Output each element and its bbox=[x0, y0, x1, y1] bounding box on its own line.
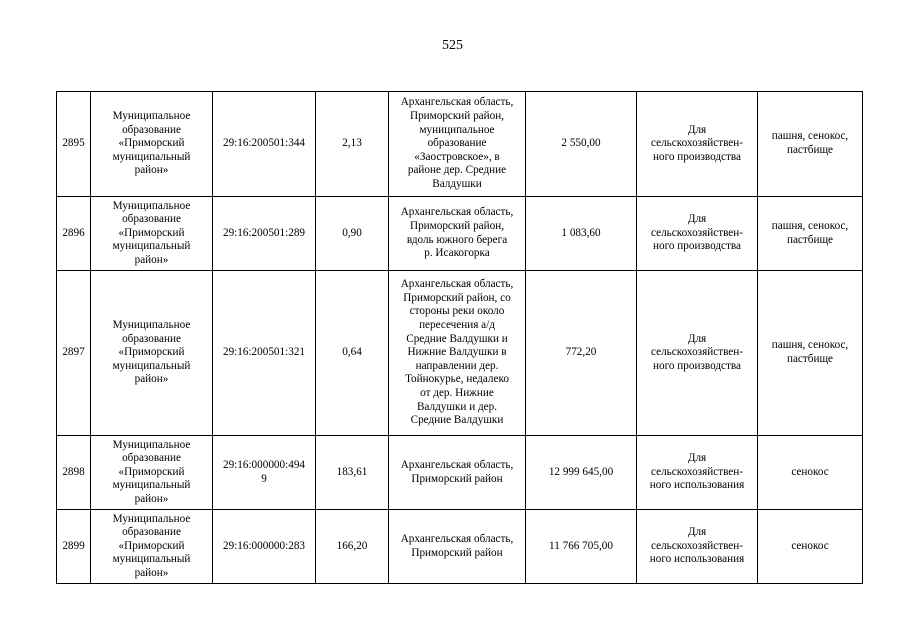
land-use-cell: пашня, сенокос, пастбище bbox=[758, 92, 863, 197]
row-number-cell: 2895 bbox=[57, 92, 91, 197]
area-cell: 166,20 bbox=[316, 510, 389, 584]
cadastral-number-cell: 29:16:000000:494 9 bbox=[213, 436, 316, 510]
row-number-cell: 2899 bbox=[57, 510, 91, 584]
land-use-cell: сенокос bbox=[758, 510, 863, 584]
owner-cell: Муниципальное образование «Приморский муниципальный район» bbox=[91, 92, 213, 197]
table-row bbox=[57, 271, 863, 436]
table-row bbox=[57, 510, 863, 584]
land-use-cell: пашня, сенокос, пастбище bbox=[758, 271, 863, 436]
owner-cell: Муниципальное образование «Приморский муниципальный район» bbox=[91, 197, 213, 271]
cadastral-number-cell: 29:16:000000:283 bbox=[213, 510, 316, 584]
location-cell: Архангельская область, Приморский район bbox=[389, 436, 526, 510]
row-number-cell: 2896 bbox=[57, 197, 91, 271]
area-cell: 183,61 bbox=[316, 436, 389, 510]
table-row bbox=[57, 436, 863, 510]
land-plots-table bbox=[56, 91, 863, 584]
area-cell: 2,13 bbox=[316, 92, 389, 197]
cadastral-value-cell: 12 999 645,00 bbox=[526, 436, 637, 510]
land-use-cell: пашня, сенокос, пастбище bbox=[758, 197, 863, 271]
cadastral-value-cell: 11 766 705,00 bbox=[526, 510, 637, 584]
owner-cell: Муниципальное образование «Приморский муниципальный район» bbox=[91, 436, 213, 510]
purpose-cell: Для сельскохозяйствен- ного производства bbox=[637, 271, 758, 436]
purpose-cell: Для сельскохозяйствен- ного использования bbox=[637, 510, 758, 584]
purpose-cell: Для сельскохозяйствен- ного производства bbox=[637, 92, 758, 197]
area-cell: 0,64 bbox=[316, 271, 389, 436]
location-cell: Архангельская область, Приморский район, со стороны реки около пересечения а/д Средние Валдушки и Нижние Валдушки в направлении дер. Тойнокурье, недалеко от дер. Нижние Валдушки и дер. Средние Валдушки bbox=[389, 271, 526, 436]
purpose-cell: Для сельскохозяйствен- ного производства bbox=[637, 197, 758, 271]
cadastral-number-cell: 29:16:200501:344 bbox=[213, 92, 316, 197]
purpose-cell: Для сельскохозяйствен- ного использования bbox=[637, 436, 758, 510]
cadastral-value-cell: 2 550,00 bbox=[526, 92, 637, 197]
land-use-cell: сенокос bbox=[758, 436, 863, 510]
location-cell: Архангельская область, Приморский район bbox=[389, 510, 526, 584]
cadastral-value-cell: 1 083,60 bbox=[526, 197, 637, 271]
row-number-cell: 2898 bbox=[57, 436, 91, 510]
location-cell: Архангельская область, Приморский район, вдоль южного берега р. Исакогорка bbox=[389, 197, 526, 271]
area-cell: 0,90 bbox=[316, 197, 389, 271]
page-number: 525 bbox=[442, 38, 463, 53]
owner-cell: Муниципальное образование «Приморский муниципальный район» bbox=[91, 271, 213, 436]
cadastral-value-cell: 772,20 bbox=[526, 271, 637, 436]
location-cell: Архангельская область, Приморский район, муниципальное образование «Заостровское», в районе дер. Средние Валдушки bbox=[389, 92, 526, 197]
table-row bbox=[57, 197, 863, 271]
cadastral-number-cell: 29:16:200501:289 bbox=[213, 197, 316, 271]
cadastral-number-cell: 29:16:200501:321 bbox=[213, 271, 316, 436]
row-number-cell: 2897 bbox=[57, 271, 91, 436]
table-row bbox=[57, 92, 863, 197]
owner-cell: Муниципальное образование «Приморский муниципальный район» bbox=[91, 510, 213, 584]
